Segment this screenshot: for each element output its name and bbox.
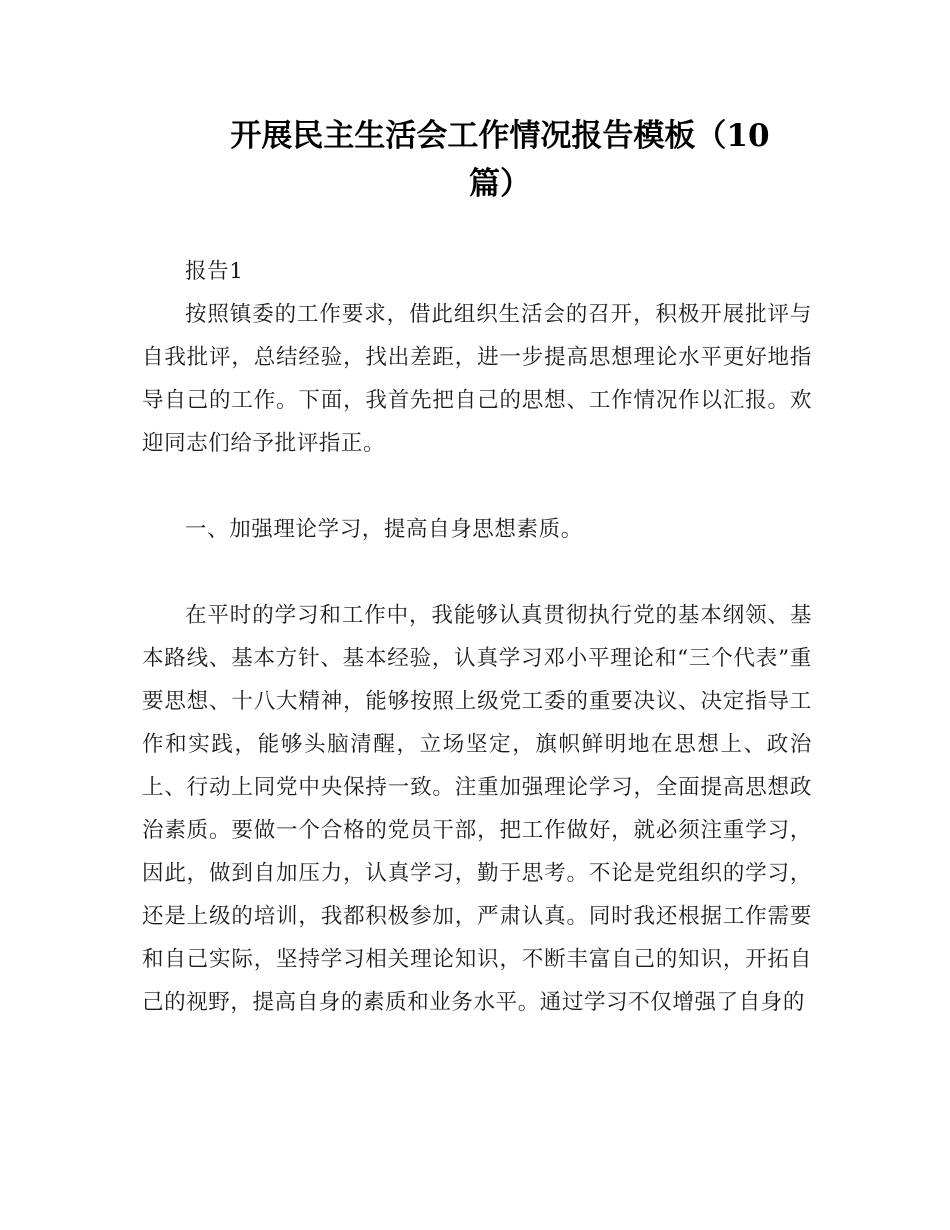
document-title-line-2: 篇） bbox=[469, 166, 531, 202]
document-body bbox=[142, 250, 812, 1024]
section-heading-1: 一、加强理论学习，提高自身思想素质。 bbox=[185, 517, 583, 542]
intro-paragraph: 按照镇委的工作要求，借此组织生活会的召开，积极开展批评与自我批评，总结经验，找出差距，进一步提高思想理论水平更好地指导自己的工作。下面，我首先把自己的思想、工作情况作以汇报。欢迎同志们给予批评指正。 bbox=[142, 302, 812, 456]
document-title-line-1: 开展民主生活会工作情况报告模板（10 bbox=[230, 118, 770, 154]
body-paragraph-1: 在平时的学习和工作中，我能够认真贯彻执行党的基本纲领、基本路线、基本方针、基本经验，认真学习邓小平理论和“三个代表”重要思想、十八大精神，能够按照上级党工委的重要决议、决定指导工作和实践，能够头脑清醒，立场坚定，旗帜鲜明地在思想上、政治上、行动上同党中央保持一致。注重加强理论学习，全面提高思想政治素质。要做一个合格的党员干部，把工作做好，就必须注重学习，因此，做到自加压力，认真学习，勤于思考。不论是党组织的学习，还是上级的培训，我都积极参加，严肃认真。同时我还根据工作需要和自己实际，坚持学习相关理论知识，不断丰富自己的知识，开拓自己的视野，提高自身的素质和业务水平。通过学习不仅增强了自身的 bbox=[142, 603, 812, 1015]
report-number: 报告1 bbox=[185, 259, 244, 284]
document-title bbox=[190, 112, 810, 208]
